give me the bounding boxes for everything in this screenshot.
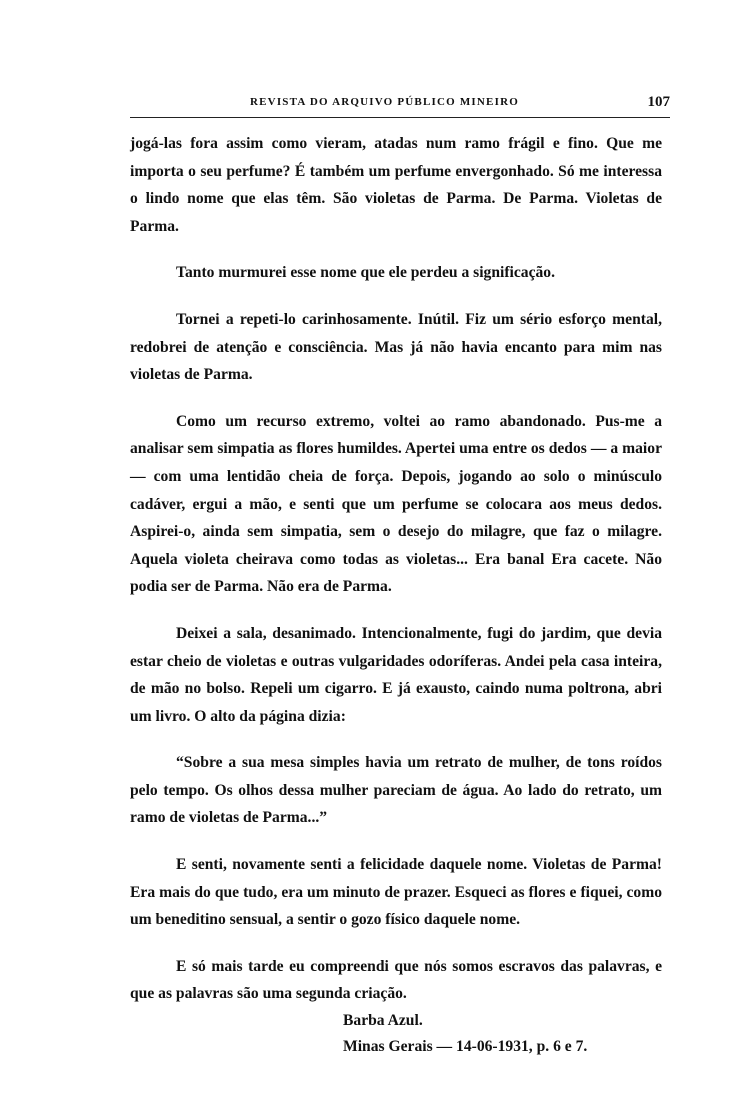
paragraph: Tornei a repeti-lo carinhosamente. Inútil. Fiz um sério esforço mental, redobrei de atenção e consciência. Mas já não havia encanto para mim nas violetas de Parma. (130, 310, 662, 384)
signature-block (343, 1008, 587, 1060)
paragraph: E só mais tarde eu compreendi que nós somos escravos das palavras, e que as palavras são uma segunda criação. (130, 957, 662, 1003)
paragraph: E senti, novamente senti a felicidade daquele nome. Violetas de Parma! Era mais do que tudo, era um minuto de prazer. Esqueci as flores e fiquei, como um beneditino sensual, a sentir o gozo físico daquele nome. (130, 856, 662, 929)
source-citation: Minas Gerais — 14-06-1931, p. 6 e 7. (343, 1038, 588, 1055)
author-signature: Barba Azul. (343, 1012, 423, 1029)
paragraph: Tanto murmurei esse nome que ele perdeu a significação. (176, 264, 555, 282)
page-number: 107 (647, 94, 670, 110)
paragraph: Como um recurso extremo, voltei ao ramo abandonado. Pus-me a analisar sem simpatia as flores humildes. Apertei uma entre os dedos — a maior — com uma lentidão cheia de força. Depois, jogando ao solo o minúsculo cadáver, ergui a mão, e senti que um perfume se colocara aos meus dedos. Aspirei-o, ainda sem simpatia, sem o desejo do milagre, que faz o milagre. Aquela violeta cheirava como todas as violetas... Era banal Era cacete. Não podia ser de Parma. Não era de Parma. (130, 412, 662, 596)
paragraph-continuation: jogá-las fora assim como vieram, atadas num ramo frágil e fino. Que me importa o seu perfume? É também um perfume envergonhado. Só me interessa o lindo nome que elas têm. São violetas de Parma. De Parma. Violetas de Parma. (130, 135, 662, 235)
header-rule (130, 117, 670, 118)
paragraph: Deixei a sala, desanimado. Intencionalmente, fugi do jardim, que devia estar cheio de violetas e outras vulgaridades odoríferas. Andei pela casa inteira, de mão no bolso. Repeli um cigarro. E já exausto, caindo numa poltrona, abri um livro. O alto da página dizia: (130, 624, 662, 725)
body-text (130, 130, 662, 1027)
quoted-passage: “Sobre a sua mesa simples havia um retrato de mulher, de tons roídos pelo tempo. Os olhos dessa mulher pareciam de água. Ao lado do retrato, um ramo de violetas de Parma...” (130, 754, 662, 827)
running-title: REVISTA DO ARQUIVO PÚBLICO MINEIRO (250, 96, 519, 108)
running-head (130, 96, 670, 118)
